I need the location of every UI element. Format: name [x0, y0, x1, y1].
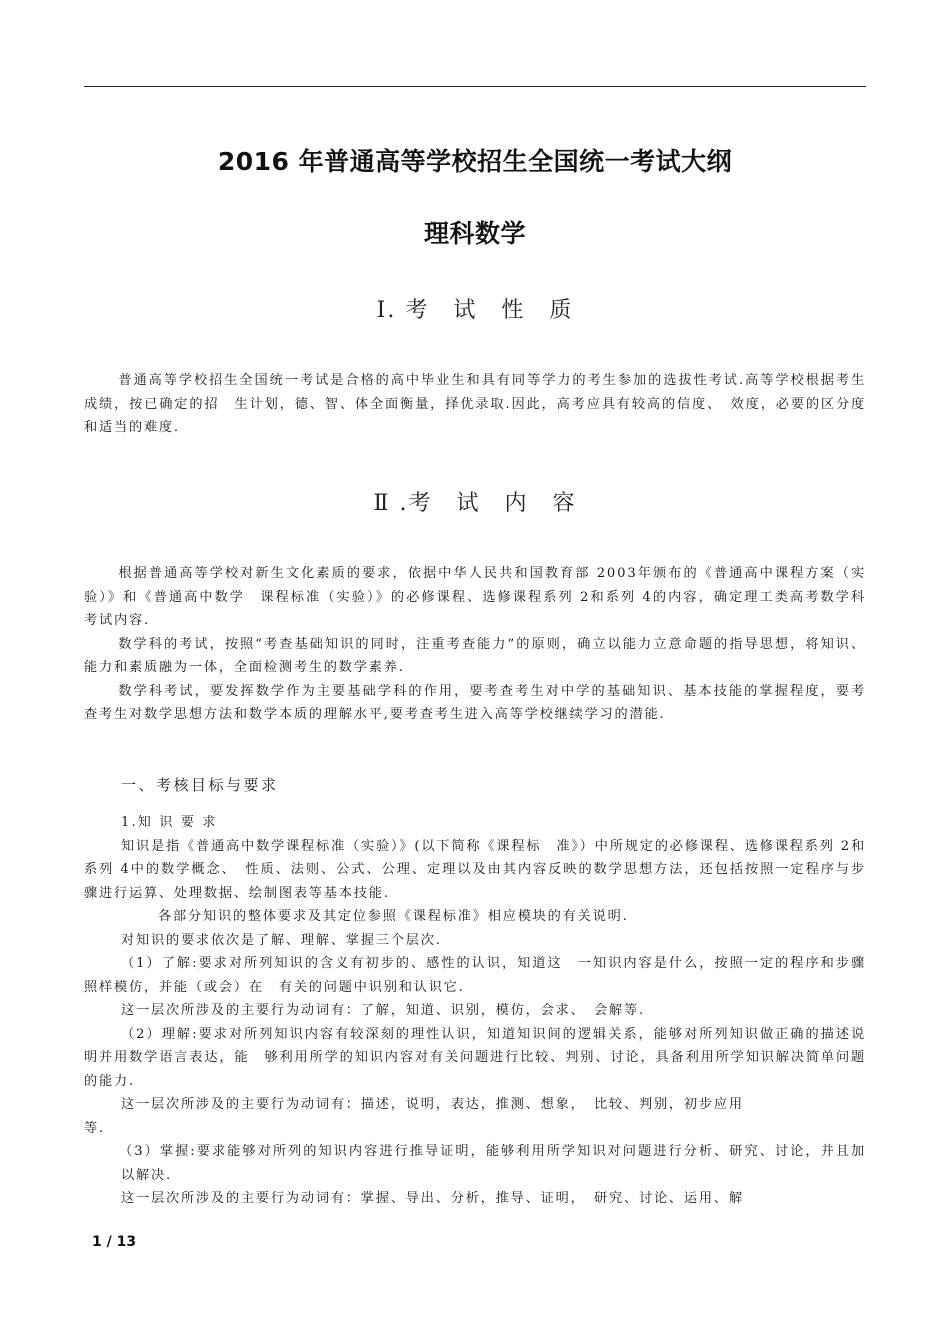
paragraph: 各部分知识的整体要求及其定位参照《课程标准》相应模块的有关说明.: [158, 909, 629, 924]
document-title: 2016 年普通高等学校招生全国统一考试大纲: [217, 147, 733, 176]
paragraph: （1）了解:要求对所列知识的含义有初步的、感性的认识，知道这 一知识内容是什么，按照一定的程序和步骤照样模仿，并能（或会）在 有关的问题中识别和认识它.: [84, 956, 866, 995]
document-subtitle: 理科数学: [423, 219, 526, 248]
section-exam-nature-body: [84, 369, 866, 440]
paragraph: 这一层次所涉及的主要行为动词有：了解，知道、识别，模仿，会求、 会解等.: [121, 1003, 645, 1018]
knowledge-label: 1.知 识 要 求: [121, 815, 218, 830]
paragraph: 这一层次所涉及的主要行为动词有：描述，说明，表达，推测、想象， 比较、判别，初步应用: [121, 1097, 744, 1112]
knowledge-requirements-body: [84, 811, 866, 1211]
paragraph: 数学科的考试，按照“考查基础知识的同时，注重考查能力”的原则，确立以能力立意命题的指导思想，将知识、能力和素质融为一体，全面检测考生的数学素养.: [84, 636, 866, 675]
paragraph: 对知识的要求依次是了解、理解、掌握三个层次.: [121, 932, 442, 948]
paragraph: 知识是指《普通高中数学课程标准（实验）》(以下简称《课程标 准》）中所规定的必修课程、选修课程系列 2和系列 4中的数学概念、 性质、法则、公式、公理、定理以及由其内容反映的数学思想方法，还包括按照一定程序与步骤进行运算、处理数据、绘制图表等基本技能.: [84, 838, 866, 901]
subsection-heading: 一、考核目标与要求: [121, 776, 279, 794]
paragraph: 普通高等学校招生全国统一考试是合格的高中毕业生和具有同等学力的考生参加的选拔性考试.高等学校根据考生成绩，按已确定的招 生计划，德、智、体全面衡量，择优录取.因此，高考应具有较高的信度、 效度，必要的区分度和适当的难度.: [84, 373, 866, 435]
section-heading-exam-content: Ⅱ .考 试 内 容: [373, 491, 577, 516]
paragraph: 这一层次所涉及的主要行为动词有：掌握、导出、分析，推导、证明， 研究、讨论、运用、解: [121, 1191, 744, 1206]
paragraph-continuation: 等.: [84, 1120, 105, 1136]
section-exam-content-body: [84, 562, 866, 727]
paragraph: 数学科考试，要发挥数学作为主要基础学科的作用，要考查考生对中学的基础知识、基本技能的掌握程度，要考查考生对数学思想方法和数学本质的理解水平,要考查考生进入高等学校继续学习的潜能.: [84, 683, 866, 722]
paragraph: 根据普通高等学校对新生文化素质的要求，依据中华人民共和国教育部 2003年颁布的《普通高中课程方案（实验）》和《普通高中数学 课程标准（实验）》的必修课程、选修课程系列 2和系列 4的内容，确定理工类高考数学科考试内容.: [84, 566, 866, 628]
page-number: 1 / 13: [92, 1234, 137, 1250]
header-rule: [84, 86, 866, 87]
section-heading-exam-nature: Ⅰ. 考 试 性 质: [376, 298, 574, 323]
paragraph: （3）掌握:要求能够对所列的知识内容进行推导证明，能够利用所学知识对问题进行分析、研究、讨论，并且加以解决.: [119, 1144, 866, 1183]
paragraph: （2）理解:要求对所列知识内容有较深刻的理性认识，知道知识间的逻辑关系，能够对所列知识做正确的描述说明并用数学语言表达，能 够利用所学的知识内容对有关问题进行比较、判别、讨论，具备利用所学知识解决简单问题的能力.: [84, 1026, 866, 1089]
